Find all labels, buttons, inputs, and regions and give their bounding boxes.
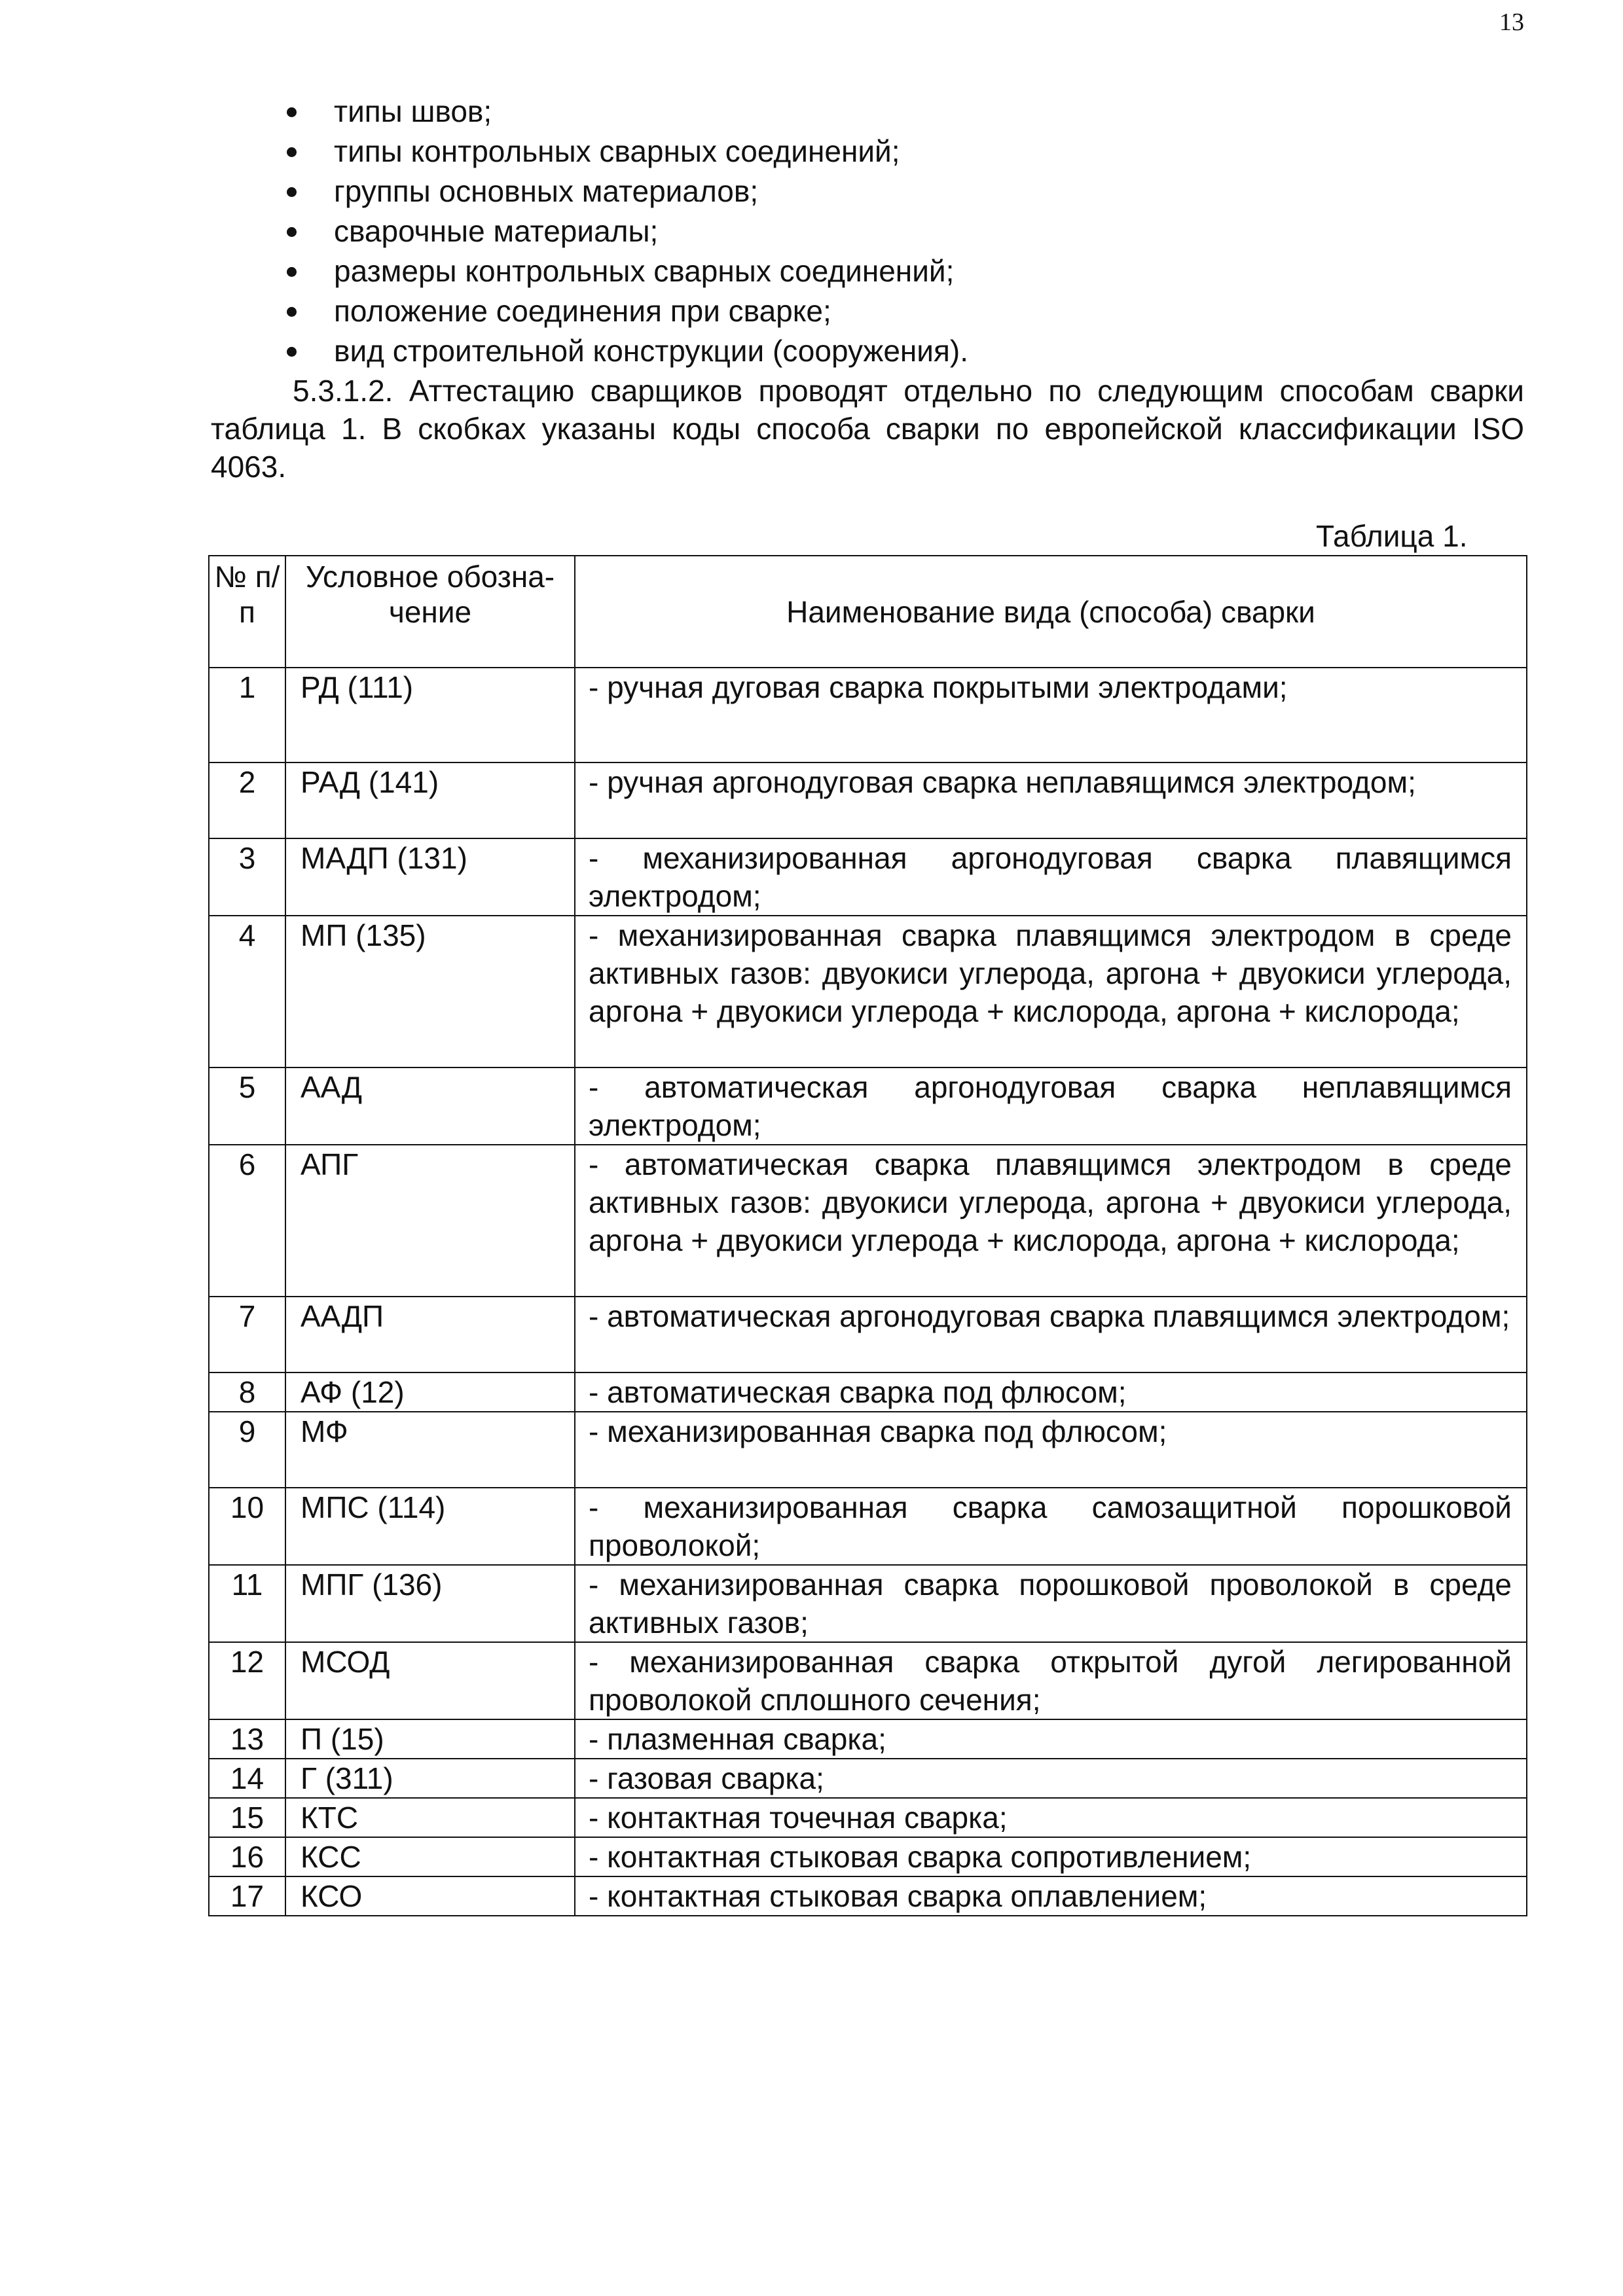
row-number: 14	[209, 1759, 285, 1798]
row-number: 7	[209, 1297, 285, 1372]
list-item	[282, 211, 1525, 251]
bullet-icon	[287, 147, 297, 157]
row-code: АФ (12)	[285, 1372, 575, 1412]
row-description: - газовая сварка;	[575, 1759, 1527, 1798]
list-item-text: сварочные материалы;	[334, 214, 659, 248]
row-number: 15	[209, 1798, 285, 1837]
page-number: 13	[1499, 9, 1524, 36]
row-description: - ручная дуговая сварка покрытыми электродами;	[575, 668, 1527, 762]
row-number: 16	[209, 1837, 285, 1876]
list-item	[282, 92, 1525, 132]
row-description: - механизированная сварка под флюсом;	[575, 1412, 1527, 1488]
row-code: Г (311)	[285, 1759, 575, 1798]
row-number: 11	[209, 1565, 285, 1642]
row-description: - автоматическая аргонодуговая сварка неплавящимся электродом;	[575, 1067, 1527, 1145]
row-code: КТС	[285, 1798, 575, 1837]
table-row	[209, 1297, 1527, 1372]
row-number: 3	[209, 838, 285, 916]
table-row	[209, 1488, 1527, 1565]
row-code: МПГ (136)	[285, 1565, 575, 1642]
row-code: ААДП	[285, 1297, 575, 1372]
row-code: П (15)	[285, 1719, 575, 1759]
header-number: № п/п	[209, 556, 285, 668]
row-code: МП (135)	[285, 916, 575, 1067]
table-caption: Таблица 1.	[1316, 519, 1468, 553]
list-item-text: положение соединения при сварке;	[334, 294, 831, 328]
row-code: ААД	[285, 1067, 575, 1145]
row-number: 4	[209, 916, 285, 1067]
table-row	[209, 1876, 1527, 1916]
row-code: РД (111)	[285, 668, 575, 762]
header-code: Условное обозна-чение	[285, 556, 575, 668]
row-description: - автоматическая сварка под флюсом;	[575, 1372, 1527, 1412]
row-description: - автоматическая сварка плавящимся электродом в среде активных газов: двуокиси углерода, аргона + двуокиси углерода, аргона + двуокиси углерода + кислорода, аргона + кислорода;	[575, 1145, 1527, 1297]
list-item-text: группы основных материалов;	[334, 174, 759, 208]
table-header-row	[209, 556, 1527, 668]
row-description: - механизированная сварка порошковой проволокой в среде активных газов;	[575, 1565, 1527, 1642]
row-description: - механизированная сварка открытой дугой легированной проволокой сплошного сечения;	[575, 1642, 1527, 1719]
table-row	[209, 916, 1527, 1067]
list-item-text: типы контрольных сварных соединений;	[334, 134, 900, 168]
welding-methods-table-container	[208, 555, 1526, 1916]
row-number: 8	[209, 1372, 285, 1412]
table-row	[209, 668, 1527, 762]
row-description: - контактная стыковая сварка оплавлением;	[575, 1876, 1527, 1916]
row-description: - автоматическая аргонодуговая сварка плавящимся электродом;	[575, 1297, 1527, 1372]
table-row	[209, 1412, 1527, 1488]
row-number: 2	[209, 762, 285, 838]
welding-methods-table	[208, 555, 1527, 1916]
table-row	[209, 1759, 1527, 1798]
list-item	[282, 291, 1525, 331]
row-number: 10	[209, 1488, 285, 1565]
row-number: 6	[209, 1145, 285, 1297]
row-number: 17	[209, 1876, 285, 1916]
table-row	[209, 1837, 1527, 1876]
table-row	[209, 1565, 1527, 1642]
row-description: - механизированная аргонодуговая сварка плавящимся электродом;	[575, 838, 1527, 916]
table-row	[209, 1642, 1527, 1719]
row-number: 12	[209, 1642, 285, 1719]
row-code: МПС (114)	[285, 1488, 575, 1565]
list-item-text: вид строительной конструкции (сооружения).	[334, 334, 969, 368]
row-number: 1	[209, 668, 285, 762]
list-item	[282, 331, 1525, 371]
bullet-icon	[287, 267, 297, 277]
row-code: КСС	[285, 1837, 575, 1876]
table-row	[209, 1145, 1527, 1297]
bullet-icon	[287, 307, 297, 317]
table-row	[209, 762, 1527, 838]
bullet-icon	[287, 187, 297, 197]
bullet-icon	[287, 227, 297, 237]
row-code: АПГ	[285, 1145, 575, 1297]
header-name: Наименование вида (способа) сварки	[575, 556, 1527, 668]
row-description: - механизированная сварка самозащитной порошковой проволокой;	[575, 1488, 1527, 1565]
row-description: - ручная аргонодуговая сварка неплавящимся электродом;	[575, 762, 1527, 838]
list-item-text: типы швов;	[334, 94, 492, 128]
list-item-text: размеры контрольных сварных соединений;	[334, 254, 955, 288]
table-row	[209, 1719, 1527, 1759]
row-number: 5	[209, 1067, 285, 1145]
list-item	[282, 171, 1525, 211]
table-row	[209, 1798, 1527, 1837]
table-row	[209, 1067, 1527, 1145]
row-code: КСО	[285, 1876, 575, 1916]
row-description: - плазменная сварка;	[575, 1719, 1527, 1759]
row-description: - механизированная сварка плавящимся электродом в среде активных газов: двуокиси углерода, аргона + двуокиси углерода, аргона + двуокиси углерода + кислорода, аргона + кислорода;	[575, 916, 1527, 1067]
list-item	[282, 132, 1525, 171]
bullet-icon	[287, 107, 297, 117]
row-number: 13	[209, 1719, 285, 1759]
row-code: МСОД	[285, 1642, 575, 1719]
table-row	[209, 1372, 1527, 1412]
row-number: 9	[209, 1412, 285, 1488]
bullet-list	[282, 92, 1525, 371]
row-code: РАД (141)	[285, 762, 575, 838]
bullet-icon	[287, 347, 297, 357]
row-code: МФ	[285, 1412, 575, 1488]
row-description: - контактная стыковая сварка сопротивлением;	[575, 1837, 1527, 1876]
row-code: МАДП (131)	[285, 838, 575, 916]
list-item	[282, 251, 1525, 291]
body-paragraph: 5.3.1.2. Аттестацию сварщиков проводят отдельно по следующим способам сварки таблица 1. В скобках указаны коды способа сварки по европейской классификации ISO 4063.	[211, 374, 1524, 484]
row-description: - контактная точечная сварка;	[575, 1798, 1527, 1837]
table-row	[209, 838, 1527, 916]
